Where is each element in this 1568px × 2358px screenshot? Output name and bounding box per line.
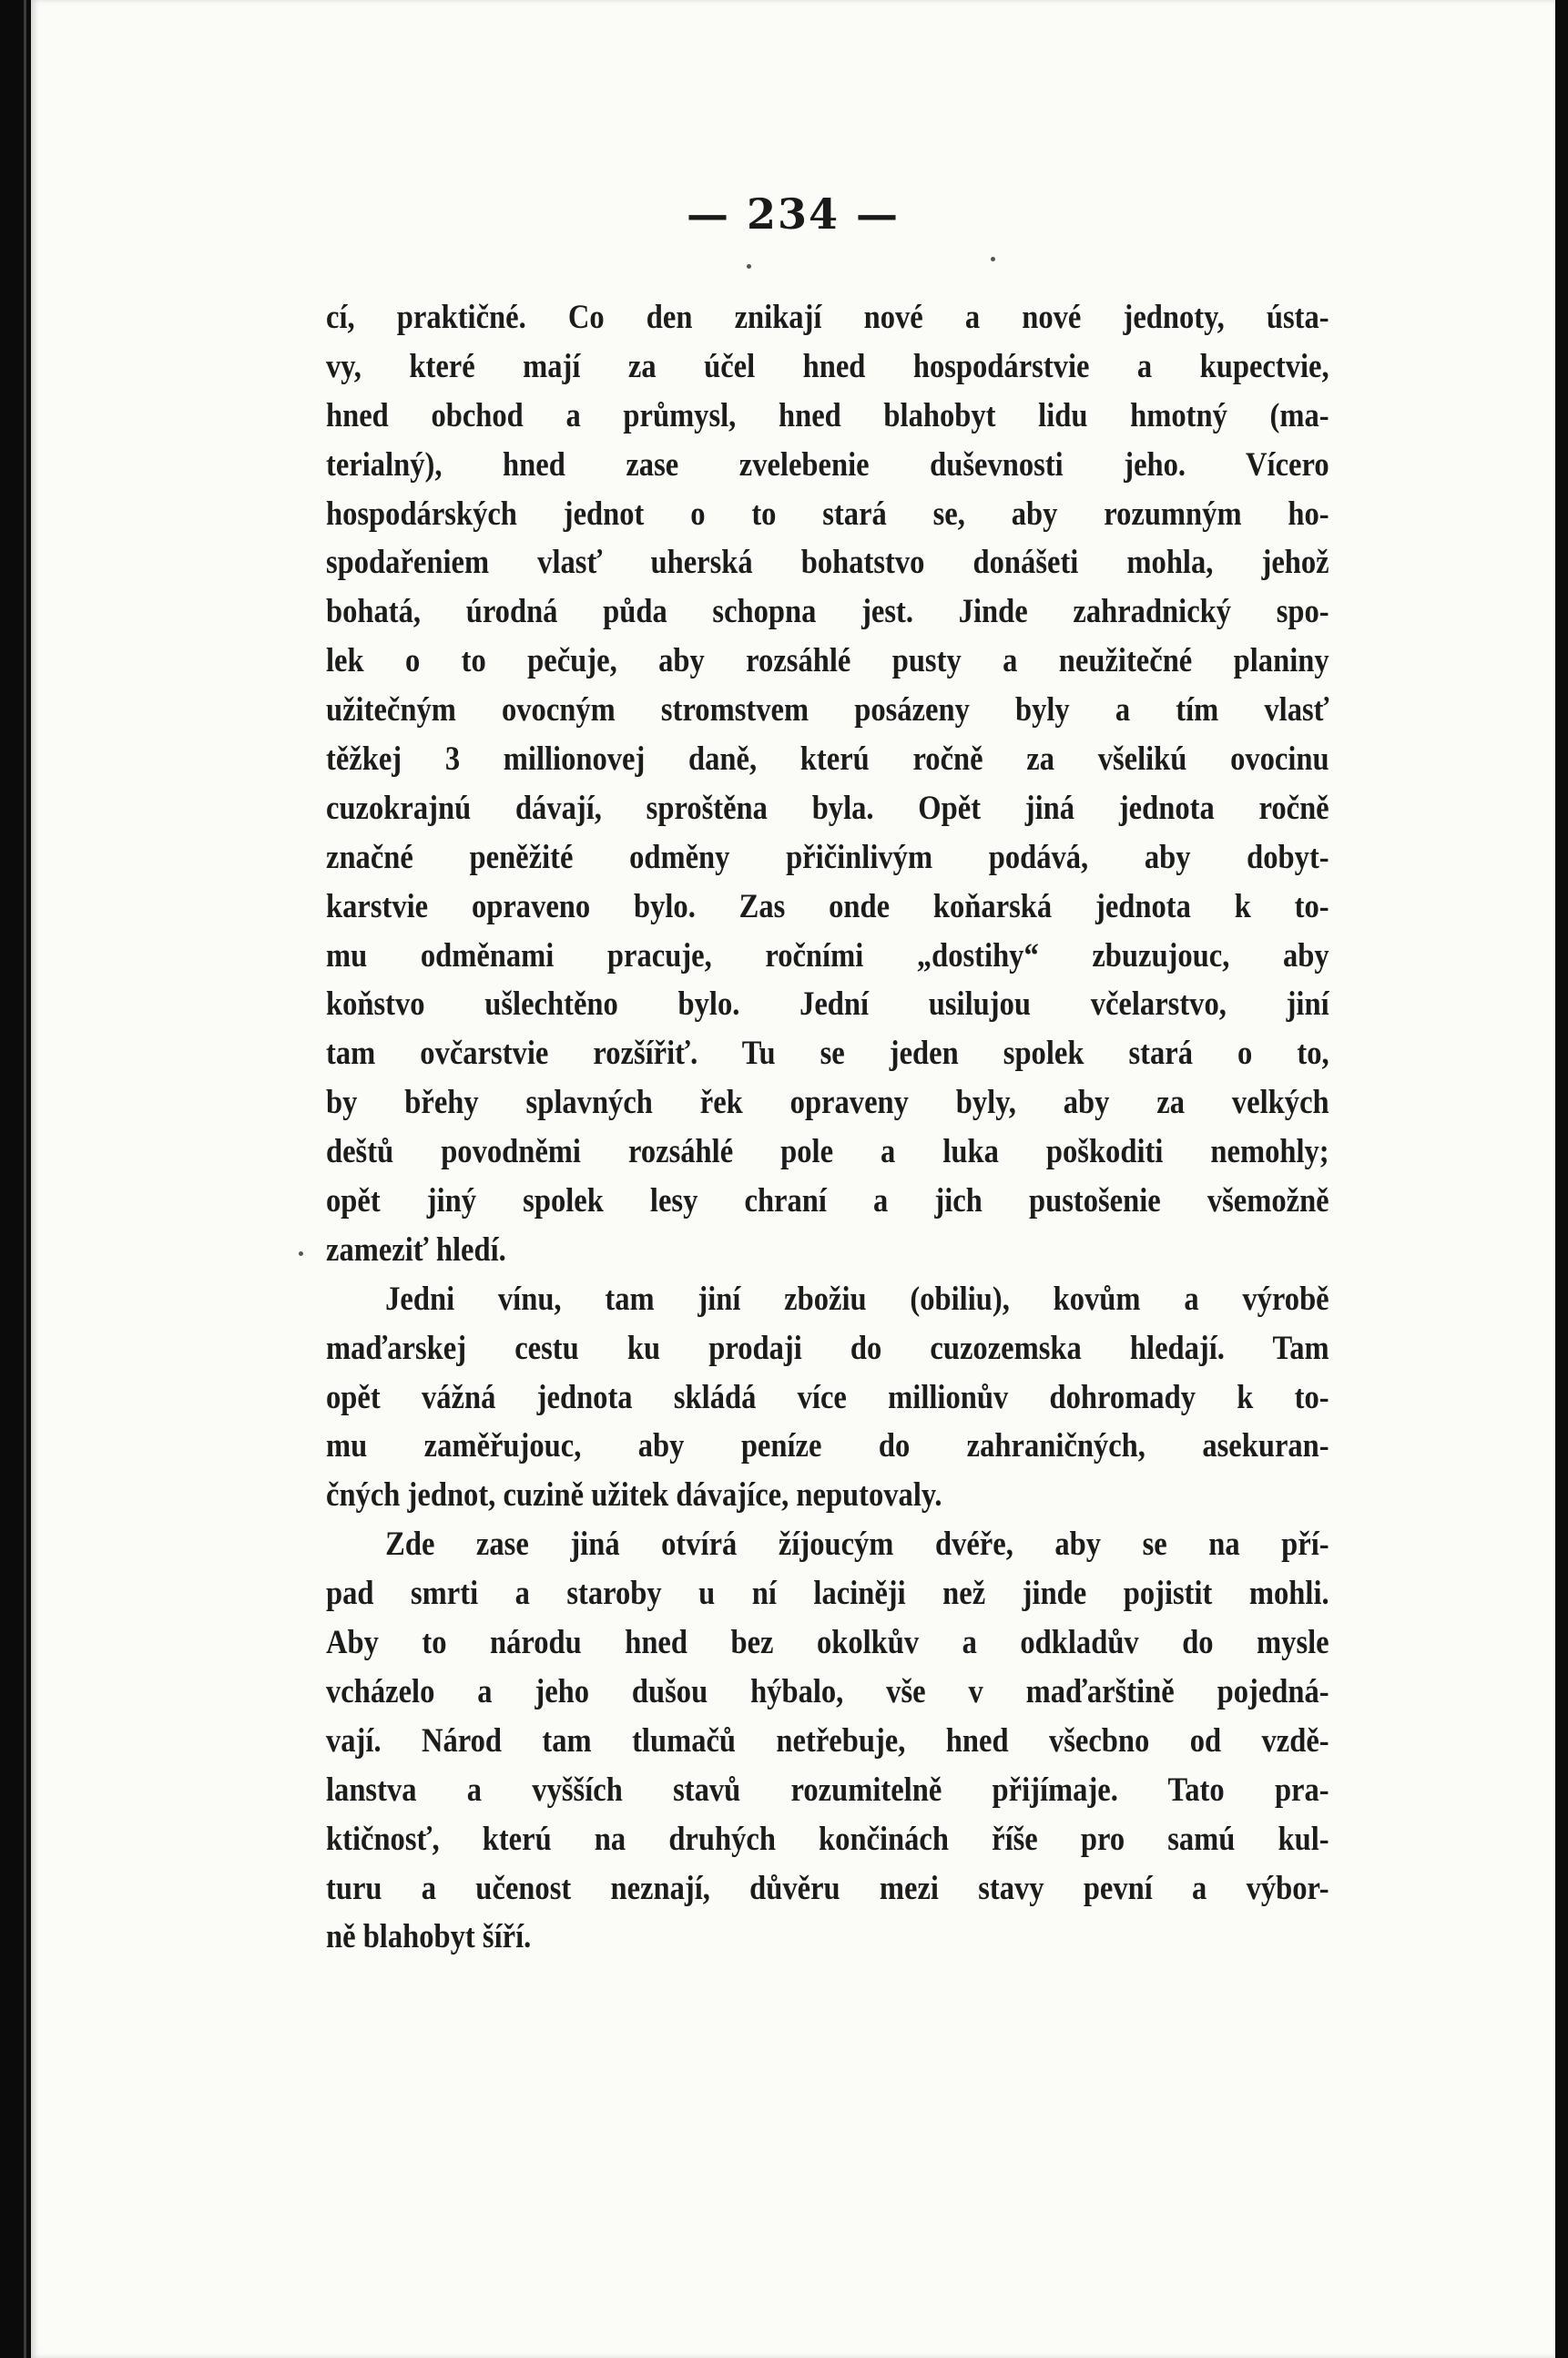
text-line: čných jednot, cuzině užitek dávajíce, neputovaly. bbox=[326, 1476, 942, 1515]
text-line: spodařeniem vlasť uherská bohatstvo donášeti mohla, jehož bbox=[326, 544, 1329, 582]
text-line: ktičnosť, kterú na druhých končinách říše pro samú kul- bbox=[326, 1820, 1329, 1858]
text-line: cí, praktičné. Co den znikají nové a nové jednoty, ústa- bbox=[326, 299, 1329, 336]
text-line: hned obchod a průmysl, hned blahobyt lidu hmotný (ma- bbox=[326, 396, 1329, 434]
text-line: užitečným ovocným stromstvem posázeny byly a tím vlasť bbox=[326, 691, 1329, 730]
text-line: koňstvo ušlechtěno bylo. Jední usilujou včelarstvo, jiní bbox=[326, 985, 1329, 1024]
book-page bbox=[31, 0, 1555, 2358]
binding-edge-line bbox=[24, 0, 26, 2358]
text-line: pad smrti a staroby u ní laciněji než jinde pojistit mohli. bbox=[326, 1575, 1329, 1613]
text-line: mu zaměřujouc, aby peníze do zahraničných, asekuran- bbox=[326, 1427, 1329, 1465]
text-line: deštů povodněmi rozsáhlé pole a luka poškoditi nemohly; bbox=[326, 1133, 1329, 1171]
text-line: těžkej 3 millionovej daně, kterú ročně za všelikú ovocinu bbox=[326, 740, 1329, 779]
text-line: cuzokrajnú dávají, sproštěna byla. Opět jiná jednota ročně bbox=[326, 789, 1329, 827]
text-line: karstvie opraveno bylo. Zas onde koňarská jednota k to- bbox=[326, 887, 1329, 925]
print-speck bbox=[747, 264, 751, 269]
text-line: vají. Národ tam tlumačů netřebuje, hned všecbno od vzdě- bbox=[326, 1721, 1329, 1760]
page-number: — 234 — bbox=[686, 189, 901, 239]
text-line: lanstva a vyšších stavů rozumitelně přijímaje. Tato pra- bbox=[326, 1771, 1329, 1809]
text-line: mu odměnami pracuje, ročními „dostihy“ zbuzujouc, aby bbox=[326, 936, 1329, 975]
book-edge bbox=[0, 0, 31, 2358]
text-line: by břehy splavných řek opraveny byly, aby za velkých bbox=[326, 1084, 1329, 1122]
text-line: vcházelo a jeho dušou hýbalo, vše v maďarštině pojedná- bbox=[326, 1672, 1329, 1710]
text-line: terialný), hned zase zvelebenie duševnosti jeho. Vícero bbox=[326, 445, 1329, 484]
text-line: ně blahobyt šíří. bbox=[326, 1918, 532, 1956]
paragraph bbox=[326, 1275, 1329, 1520]
text-line: zameziť hledí. bbox=[326, 1230, 506, 1269]
print-speck bbox=[299, 1251, 303, 1256]
paragraph bbox=[326, 293, 1329, 1275]
text-line: turu a učenost neznají, důvěru mezi stavy pevní a výbor- bbox=[326, 1869, 1329, 1907]
text-line: hospodárských jednot o to stará se, aby rozumným ho- bbox=[326, 495, 1329, 533]
text-line: Jedni vínu, tam jiní zbožiu (obiliu), kovům a výrobě bbox=[385, 1280, 1329, 1318]
text-line: značné peněžité odměny přičinlivým podává, aby dobyt- bbox=[326, 838, 1329, 876]
text-line: Aby to národu hned bez okolkův a odkladův do mysle bbox=[326, 1624, 1329, 1662]
text-line: maďarskej cestu ku prodaji do cuzozemska hledají. Tam bbox=[326, 1329, 1329, 1367]
body-text bbox=[326, 293, 1329, 1962]
text-line: tam ovčarstvie rozšířiť. Tu se jeden spolek stará o to, bbox=[326, 1035, 1329, 1073]
text-line: lek o to pečuje, aby rozsáhlé pusty a neužitečné planiny bbox=[326, 642, 1329, 680]
text-line: opět jiný spolek lesy chraní a jich pustošenie všemožně bbox=[326, 1182, 1329, 1220]
text-line: Zde zase jiná otvírá žíjoucým dvéře, aby se na pří- bbox=[385, 1526, 1329, 1564]
text-line: vy, které mají za účel hned hospodárstvie a kupectvie, bbox=[326, 347, 1329, 385]
text-line: bohatá, úrodná půda schopna jest. Jinde zahradnický spo- bbox=[326, 593, 1329, 631]
text-line: opět vážná jednota skládá více millionův dohromady k to- bbox=[326, 1378, 1329, 1416]
print-speck bbox=[991, 257, 995, 261]
paragraph bbox=[326, 1520, 1329, 1962]
